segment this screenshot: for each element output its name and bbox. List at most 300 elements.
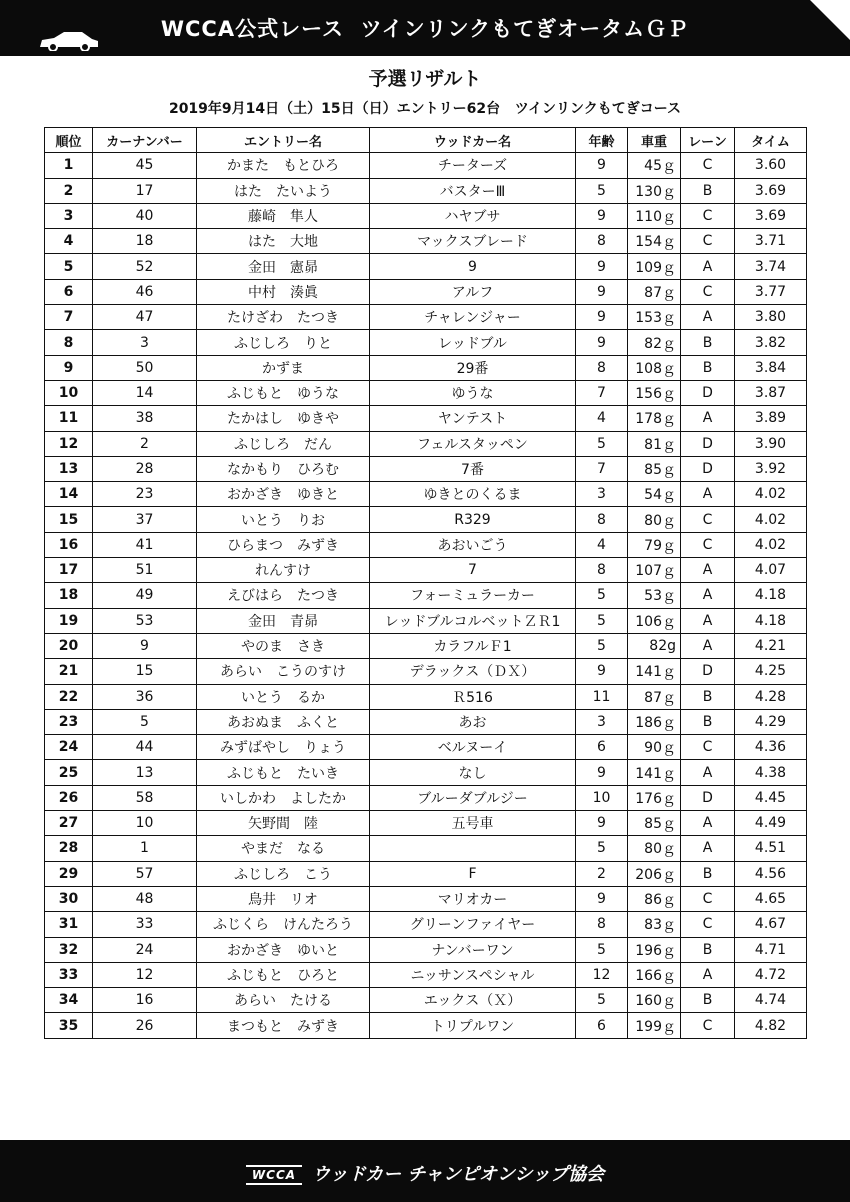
cell-age: 11 [576,684,628,709]
cell-time: 3.87 [735,380,807,405]
cell-weight: 82ｇ [628,330,681,355]
cell-entry-name: たけざわ たつき [197,305,370,330]
cell-lane: A [681,760,735,785]
cell-age: 9 [576,203,628,228]
table-row [45,330,807,355]
cell-rank: 13 [45,456,93,481]
table-body [45,153,807,1038]
cell-entry-name: ふじしろ こう [197,861,370,886]
cell-car-name: F [370,861,576,886]
column-header-lane: レーン [681,128,735,153]
cell-car-number: 49 [93,583,197,608]
table-row [45,912,807,937]
cell-car-name: レッドブルコルベットＺＲ1 [370,608,576,633]
cell-age: 7 [576,456,628,481]
cell-age: 9 [576,279,628,304]
cell-time: 4.36 [735,735,807,760]
cell-entry-name: なかもり ひろむ [197,456,370,481]
cell-lane: C [681,153,735,178]
cell-lane: C [681,735,735,760]
cell-rank: 5 [45,254,93,279]
cell-car-number: 52 [93,254,197,279]
cell-lane: B [681,988,735,1013]
cell-lane: A [681,962,735,987]
cell-lane: B [681,937,735,962]
cell-car-name: トリプルワン [370,1013,576,1038]
cell-rank: 30 [45,886,93,911]
cell-age: 5 [576,178,628,203]
cell-lane: A [681,633,735,658]
column-header-time: タイム [735,128,807,153]
cell-car-number: 53 [93,608,197,633]
header-title: WCCA公式レース ツインリンクもてぎオータムＧＰ [160,17,690,41]
cell-time: 4.07 [735,558,807,583]
cell-age: 9 [576,760,628,785]
cell-car-name: 7番 [370,456,576,481]
cell-weight: 156ｇ [628,380,681,405]
footer-bar [0,1140,850,1202]
cell-weight: 80ｇ [628,836,681,861]
cell-time: 4.74 [735,988,807,1013]
table-row [45,735,807,760]
cell-time: 4.29 [735,709,807,734]
cell-car-name: ハヤブサ [370,203,576,228]
cell-entry-name: まつもと みずき [197,1013,370,1038]
cell-car-number: 24 [93,937,197,962]
cell-rank: 10 [45,380,93,405]
cell-weight: 87ｇ [628,684,681,709]
cell-entry-name: れんすけ [197,558,370,583]
cell-age: 9 [576,254,628,279]
cell-lane: C [681,203,735,228]
cell-rank: 24 [45,735,93,760]
cell-lane: A [681,406,735,431]
cell-entry-name: かまた もとひろ [197,153,370,178]
cell-rank: 12 [45,431,93,456]
cell-weight: 81ｇ [628,431,681,456]
cell-car-name: あお [370,709,576,734]
cell-age: 9 [576,305,628,330]
cell-time: 3.71 [735,229,807,254]
cell-car-number: 5 [93,709,197,734]
cell-rank: 14 [45,482,93,507]
header-corner [808,0,850,42]
cell-weight: 160ｇ [628,988,681,1013]
cell-entry-name: おかざき ゆきと [197,482,370,507]
cell-weight: 54ｇ [628,482,681,507]
cell-entry-name: えびはら たつき [197,583,370,608]
cell-entry-name: いしかわ よしたか [197,785,370,810]
cell-car-number: 14 [93,380,197,405]
cell-rank: 31 [45,912,93,937]
cell-car-name: 五号車 [370,811,576,836]
cell-age: 9 [576,659,628,684]
column-header-car-number: カーナンバー [93,128,197,153]
table-row [45,229,807,254]
cell-age: 10 [576,785,628,810]
cell-lane: B [681,330,735,355]
cell-rank: 8 [45,330,93,355]
cell-entry-name: 中村 湊眞 [197,279,370,304]
cell-age: 9 [576,153,628,178]
cell-car-number: 13 [93,760,197,785]
cell-weight: 178ｇ [628,406,681,431]
cell-rank: 15 [45,507,93,532]
cell-weight: 176ｇ [628,785,681,810]
cell-rank: 28 [45,836,93,861]
cell-rank: 2 [45,178,93,203]
cell-car-name: ベルヌーイ [370,735,576,760]
cell-lane: C [681,912,735,937]
cell-car-name: フォーミュラーカー [370,583,576,608]
cell-age: 8 [576,229,628,254]
cell-car-number: 23 [93,482,197,507]
cell-rank: 19 [45,608,93,633]
footer-content [0,1160,850,1186]
cell-lane: B [681,355,735,380]
table-row [45,355,807,380]
cell-weight: 199ｇ [628,1013,681,1038]
cell-car-name: ヤンテスト [370,406,576,431]
cell-lane: A [681,558,735,583]
cell-weight: 196ｇ [628,937,681,962]
cell-entry-name: ひらまつ みずき [197,532,370,557]
cell-rank: 23 [45,709,93,734]
cell-lane: B [681,684,735,709]
cell-weight: 85ｇ [628,811,681,836]
cell-entry-name: ふじもと ゆうな [197,380,370,405]
cell-car-name: 9 [370,254,576,279]
cell-time: 4.51 [735,836,807,861]
cell-lane: A [681,836,735,861]
cell-age: 8 [576,912,628,937]
cell-time: 3.80 [735,305,807,330]
table-row [45,760,807,785]
cell-weight: 108ｇ [628,355,681,380]
cell-weight: 90ｇ [628,735,681,760]
cell-car-name: Ｒ516 [370,684,576,709]
table-row [45,709,807,734]
cell-time: 3.90 [735,431,807,456]
cell-rank: 9 [45,355,93,380]
cell-car-number: 26 [93,1013,197,1038]
table-row [45,659,807,684]
page-title: 予選リザルト [368,68,482,90]
results-table [44,127,807,1039]
cell-rank: 22 [45,684,93,709]
cell-entry-name: ふじもと たいき [197,760,370,785]
table-header-row [45,128,807,153]
table-row [45,203,807,228]
cell-car-number: 45 [93,153,197,178]
cell-time: 4.82 [735,1013,807,1038]
table-row [45,532,807,557]
cell-entry-name: ふじもと ひろと [197,962,370,987]
table-row [45,406,807,431]
cell-entry-name: やまだ なる [197,836,370,861]
cell-time: 3.89 [735,406,807,431]
cell-entry-name: あらい たける [197,988,370,1013]
table-row [45,684,807,709]
cell-age: 5 [576,937,628,962]
cell-age: 5 [576,633,628,658]
cell-weight: 141ｇ [628,760,681,785]
cell-car-name: チーターズ [370,153,576,178]
cell-car-name: チャレンジャー [370,305,576,330]
cell-time: 4.72 [735,962,807,987]
table-row [45,988,807,1013]
cell-lane: A [681,583,735,608]
cell-age: 9 [576,330,628,355]
cell-weight: 45ｇ [628,153,681,178]
cell-rank: 26 [45,785,93,810]
cell-rank: 21 [45,659,93,684]
cell-car-name: フェルスタッペン [370,431,576,456]
cell-car-name: ナンバーワン [370,937,576,962]
cell-entry-name: あらい こうのすけ [197,659,370,684]
cell-weight: 141ｇ [628,659,681,684]
cell-age: 12 [576,962,628,987]
cell-car-name: ゆうな [370,380,576,405]
cell-lane: A [681,482,735,507]
table-row [45,431,807,456]
cell-weight: 87ｇ [628,279,681,304]
cell-car-number: 51 [93,558,197,583]
table-row [45,507,807,532]
cell-age: 4 [576,532,628,557]
cell-entry-name: やのま さき [197,633,370,658]
cell-age: 9 [576,811,628,836]
cell-rank: 18 [45,583,93,608]
cell-weight: 206ｇ [628,861,681,886]
cell-time: 4.02 [735,507,807,532]
cell-lane: D [681,431,735,456]
cell-time: 3.74 [735,254,807,279]
cell-lane: B [681,709,735,734]
table-row [45,305,807,330]
cell-lane: A [681,254,735,279]
cell-lane: A [681,305,735,330]
cell-time: 3.69 [735,178,807,203]
cell-weight: 82g [628,633,681,658]
cell-lane: D [681,456,735,481]
cell-age: 5 [576,608,628,633]
cell-lane: C [681,229,735,254]
table-row [45,380,807,405]
cell-entry-name: 金田 憲昴 [197,254,370,279]
cell-entry-name: ふじくら けんたろう [197,912,370,937]
table-row [45,583,807,608]
cell-weight: 109ｇ [628,254,681,279]
cell-car-number: 17 [93,178,197,203]
cell-car-name: アルフ [370,279,576,304]
table-row [45,836,807,861]
cell-lane: D [681,785,735,810]
column-header-weight: 車重 [628,128,681,153]
cell-rank: 7 [45,305,93,330]
cell-car-number: 3 [93,330,197,355]
cell-time: 4.02 [735,532,807,557]
cell-rank: 6 [45,279,93,304]
cell-lane: B [681,861,735,886]
cell-weight: 107ｇ [628,558,681,583]
cell-entry-name: ふじしろ りと [197,330,370,355]
table-row [45,608,807,633]
cell-car-name: ブルーダブルジー [370,785,576,810]
cell-rank: 32 [45,937,93,962]
cell-age: 5 [576,836,628,861]
cell-car-name: カラフルＦ1 [370,633,576,658]
cell-age: 4 [576,406,628,431]
cell-age: 5 [576,431,628,456]
cell-car-name: なし [370,760,576,785]
cell-weight: 85ｇ [628,456,681,481]
cell-car-number: 38 [93,406,197,431]
cell-car-number: 40 [93,203,197,228]
table-row [45,785,807,810]
cell-entry-name: たかはし ゆきや [197,406,370,431]
cell-car-name: ニッサンスペシャル [370,962,576,987]
cell-rank: 34 [45,988,93,1013]
header-bar [0,0,850,56]
cell-weight: 53ｇ [628,583,681,608]
cell-rank: 4 [45,229,93,254]
cell-age: 5 [576,988,628,1013]
cell-lane: C [681,507,735,532]
table-row [45,254,807,279]
table-row [45,178,807,203]
table-row [45,633,807,658]
table-row [45,558,807,583]
cell-car-name: グリーンファイヤー [370,912,576,937]
cell-weight: 153ｇ [628,305,681,330]
cell-entry-name: ふじしろ だん [197,431,370,456]
cell-lane: A [681,608,735,633]
cell-rank: 16 [45,532,93,557]
cell-car-name: R329 [370,507,576,532]
cell-weight: 130ｇ [628,178,681,203]
cell-weight: 186ｇ [628,709,681,734]
cell-lane: C [681,279,735,304]
cell-entry-name: かずま [197,355,370,380]
cell-age: 8 [576,558,628,583]
cell-age: 3 [576,709,628,734]
cell-entry-name: 矢野間 陸 [197,811,370,836]
cell-time: 3.69 [735,203,807,228]
cell-lane: C [681,1013,735,1038]
table-row [45,811,807,836]
cell-time: 4.18 [735,583,807,608]
cell-car-number: 9 [93,633,197,658]
table-row [45,279,807,304]
cell-rank: 17 [45,558,93,583]
cell-time: 4.18 [735,608,807,633]
cell-time: 3.84 [735,355,807,380]
cell-car-number: 10 [93,811,197,836]
cell-car-name: エックス（Ｘ） [370,988,576,1013]
cell-rank: 33 [45,962,93,987]
cell-age: 8 [576,355,628,380]
cell-rank: 35 [45,1013,93,1038]
cell-time: 4.28 [735,684,807,709]
cell-time: 3.77 [735,279,807,304]
cell-car-name: あおいごう [370,532,576,557]
cell-weight: 83ｇ [628,912,681,937]
table-row [45,962,807,987]
cell-age: 5 [576,583,628,608]
cell-entry-name: 金田 青昴 [197,608,370,633]
cell-car-number: 12 [93,962,197,987]
wcca-logo: WCCA [246,1165,302,1185]
column-header-entry-name: エントリー名 [197,128,370,153]
table-row [45,861,807,886]
cell-car-name: レッドブル [370,330,576,355]
cell-age: 7 [576,380,628,405]
cell-rank: 20 [45,633,93,658]
cell-rank: 11 [45,406,93,431]
cell-lane: D [681,380,735,405]
cell-age: 6 [576,735,628,760]
cell-car-number: 2 [93,431,197,456]
cell-car-name: マックスブレード [370,229,576,254]
cell-entry-name: あおぬま ふくと [197,709,370,734]
cell-age: 2 [576,861,628,886]
cell-lane: C [681,532,735,557]
cell-time: 4.56 [735,861,807,886]
cell-car-number: 46 [93,279,197,304]
table-row [45,1013,807,1038]
cell-car-number: 48 [93,886,197,911]
cell-entry-name: はた 大地 [197,229,370,254]
cell-car-name: デラックス（ＤＸ） [370,659,576,684]
cell-car-number: 57 [93,861,197,886]
cell-car-number: 50 [93,355,197,380]
cell-car-name: バスターⅢ [370,178,576,203]
cell-time: 4.38 [735,760,807,785]
cell-lane: A [681,811,735,836]
cell-time: 3.92 [735,456,807,481]
cell-car-name: マリオカー [370,886,576,911]
cell-time: 4.02 [735,482,807,507]
cell-time: 4.67 [735,912,807,937]
table-row [45,153,807,178]
cell-car-number: 28 [93,456,197,481]
cell-time: 4.21 [735,633,807,658]
column-header-rank: 順位 [45,128,93,153]
cell-car-number: 18 [93,229,197,254]
cell-weight: 110ｇ [628,203,681,228]
cell-entry-name: 鳥井 リオ [197,886,370,911]
cell-lane: C [681,886,735,911]
cell-weight: 86ｇ [628,886,681,911]
table-row [45,937,807,962]
table-row [45,482,807,507]
column-header-car-name: ウッドカー名 [370,128,576,153]
cell-age: 3 [576,482,628,507]
cell-rank: 29 [45,861,93,886]
cell-car-number: 1 [93,836,197,861]
column-header-age: 年齢 [576,128,628,153]
cell-car-name [370,836,576,861]
cell-rank: 25 [45,760,93,785]
cell-weight: 79ｇ [628,532,681,557]
cell-car-number: 58 [93,785,197,810]
cell-time: 4.65 [735,886,807,911]
cell-age: 8 [576,507,628,532]
table-row [45,886,807,911]
cell-car-number: 47 [93,305,197,330]
cell-entry-name: いとう るか [197,684,370,709]
